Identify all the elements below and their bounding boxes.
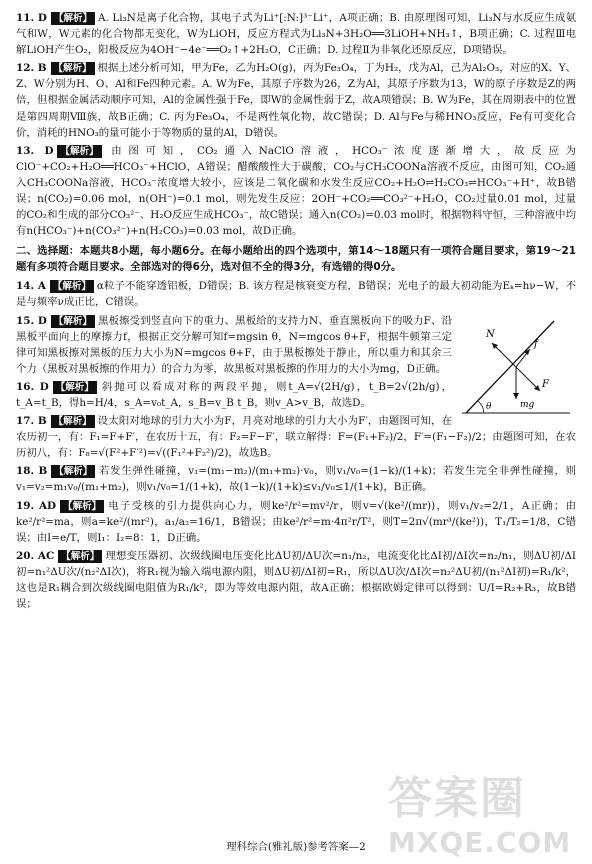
question-number: 19. AD	[16, 499, 57, 512]
answer-20	[16, 548, 576, 612]
force-diagram	[458, 315, 576, 417]
answer-text: A. Li₃N是离子化合物，其电子式为Li⁺[:N:]³⁻Li⁺，A项正确；B. 由原理图可知，Li₃N与水反应生成氨气和W，W元素的化合物都无变化，W为LiOH，反应方程式为Li₃N+3H₂O══3LiOH+NH₃↑，B项正确；C. 过程Ⅲ电解LiOH产生O₂，阳极反应为4OH⁻−4e⁻══O₂↑+2H₂O，C正确；D. 过程Ⅱ为非氧化还原反应，D项错误。	[16, 12, 576, 57]
analysis-tag: 【解析】	[51, 415, 95, 428]
analysis-tag: 【解析】	[60, 500, 104, 513]
label-mg: mg	[520, 399, 535, 410]
watermark-cn: 答案圈	[388, 773, 526, 824]
label-theta: θ	[486, 401, 492, 412]
answer-text: 根据上述分析可知，甲为Fe，乙为H₂O(g)，丙为Fe₃O₄，丁为H₂，戊为Al，己为Al₂O₃，对应的X、Y、Z、W分别为H、O、Al和Fe四种元素。A. W为Fe，其原子序数为26，Z为Al，其原子序数为13，W的原子序数是Z的两倍，但根据金属活动顺序可知，Al的金属性强于Fe，即W的金属性弱于Z，故A项错误；B. W为Fe，其在周期表中的位置是第四周期Ⅷ族，故B正确；C. 丙为Fe₃O₄，不是两性氧化物，故C错误；D. Al与Fe与稀HNO₃反应，Fe有可变化合价，消耗的HNO₃的量可能小于等物质的量的Al，D错误。	[16, 62, 576, 139]
answer-text: 理想变压器初、次级线圈电压变化比ΔU初/ΔU次=n₁/n₂，电流变化比ΔI初/ΔI次=n₂/n₁，则ΔU初/ΔI初=n₁²ΔU次/(n₂²ΔI次)，将R₁视为输入端电源内阻，则ΔU初/ΔI初=R₁，所以ΔU次/ΔI次=n₂²ΔU初/(n₁²ΔI初)=R₁/k²，这也是R₁耦合到次级线圈电阻值为R₁/k²，即为等效电源内阻，故A正确；根据欧姆定律可以得到：U/I=R₂+R₃，故B错误；	[16, 549, 576, 611]
analysis-tag: 【解析】	[53, 381, 97, 394]
label-f: f	[534, 338, 538, 350]
answer-14	[16, 278, 576, 310]
answer-content	[16, 10, 576, 612]
answer-13	[16, 143, 576, 240]
answer-text: 斜抛可以看成对称的两段平抛，则t_A=√(2H/g)，t_B=2√(2h/g)，t_A=t_B，得h=H/4，s_A=v₀t_A，s_B=v_B t_B，则v_A>v_B，故选D。	[16, 380, 452, 409]
watermark-en: MXQE.COM	[388, 826, 572, 859]
analysis-tag: 【解析】	[51, 12, 95, 25]
answer-text: 由图可知，CO₂通入NaClO溶液，HCO₃⁻浓度逐渐增大，故反应为ClO⁻+CO₂+H₂O══HCO₃⁻+HClO，A错误；醋酸酸性大于碳酸，CO₂与CH₃COONa溶液不反应，由图可知，CO₂通入CH₃COONa溶液，HCO₃⁻浓度增大较小，应该是二氧化碳和水发生反应CO₂+H₂O⇌H₂CO₃⇌HCO₃⁻+H⁺，故B错误；n(CO₂)=0.06 mol，n(OH⁻)=0.1 mol，则先发生反应：2OH⁻+CO₂══CO₃²⁻+H₂O，CO₂过量0.01 mol，过量的CO₂和生成的部分CO₃²⁻、H₂O反应生成HCO₃⁻，故C错误；通入n(CO₂)=0.03 mol时，根据物料守恒，三种溶液中均有n(HCO₃⁻)+n(CO₃²⁻)+n(H₂CO₃)=0.03 mol，故D正确。	[16, 144, 576, 238]
question-number: 12. B	[16, 62, 47, 75]
answer-text: 设太阳对地球的引力大小为F，月亮对地球的引力大小为F′，由题图可知，在农历初一，有：F₁=F+F′，在农历十五，有：F₂=F−F′，联立解得：F=(F₁+F₂)/2，F′=(F₁−F₂)/2；由题图可知，在农历初八，有：F₈=√(F²+F′²)=√((F₁²+F₂²)/2)，故选B。	[16, 415, 576, 460]
angle-arc	[478, 401, 484, 413]
question-number: 18. B	[16, 465, 48, 478]
answer-19	[16, 498, 576, 546]
analysis-tag: 【解析】	[50, 280, 94, 293]
question-number: 15. D	[16, 314, 47, 327]
analysis-tag: 【解析】	[51, 315, 95, 328]
board-line	[466, 321, 554, 413]
question-number: 17. B	[16, 415, 47, 428]
section-header: 二、选择题：本题共8小题，每小题6分。在每小题给出的四个选项中，第14～18题只有一项符合题目要求，第19～21题有多项符合题目要求。全部选对的得6分，选对但不全的得3分，有选错的得0分。	[16, 245, 576, 274]
analysis-tag: 【解析】	[51, 62, 95, 75]
answer-text: α粒子不能穿透铝板，D错误；B. 该方程是核衰变方程，B错误；光电子的最大初动能为Eₖ=hν−W，不是与频率ν成正比，C错误。	[16, 280, 576, 309]
answer-18	[16, 463, 576, 495]
analysis-tag: 【解析】	[58, 550, 102, 563]
analysis-tag: 【解析】	[51, 465, 95, 478]
analysis-tag: 【解析】	[57, 145, 101, 158]
answer-17	[16, 413, 576, 461]
label-F: F	[542, 378, 549, 390]
label-n: N	[486, 328, 495, 340]
gravity-arrowhead	[513, 393, 519, 399]
answer-text: 电子受核的引力提供向心力，则ke²/r²=mv²/r，则v=√(ke²/(mr))，则v₁/v₂=2/1，A正确；由ke²/r²=ma，则a=ke²/(mr²)，a₁/a₂=16/1，B错误；由ke²/r²=m·4π²r/T²，则T=2π√(mr³/(ke²))，T₁/T₂=1/8，C错误；由I=e/T，则I₁：I₂=8：1，D正确。	[16, 499, 576, 544]
page-footer: 理科综合(雅礼版)参考答案—2	[226, 841, 366, 853]
answer-text: 黑板擦受到竖直向下的重力、黑板给的支持力N、垂直黑板向下的吸力F、沿黑板平面向上的摩擦力f，根据正交分解可知f=mgsin θ，N=mgcos θ+F，根据牛顿第三定律可知黑板擦对黑板的压力大小为N=mgcos θ+F，由于黑板擦处于静止，所以重力和其余三个力（黑板对黑板擦的作用力）的合力为零，故黑板对黑板擦的作用力的大小为mg，D正确。	[16, 314, 452, 375]
question-number: 11. D	[16, 12, 47, 24]
answer-12	[16, 60, 576, 140]
question-number: 14. A	[16, 280, 46, 293]
question-number: 20. AC	[16, 549, 55, 562]
question-number: 16. D	[16, 380, 49, 393]
question-number: 13. D	[16, 144, 54, 157]
answer-text: 若发生弹性碰撞，v₁=(m₁−m₂)/(m₁+m₂)·v₀，则v₁/v₀=(1−k)/(1+k)；若发生完全非弹性碰撞，则v₁=v₂=m₁v₀/(m₁+m₂)，则v₁/v₀=1/(1+k)，故(1−k)/(1+k)≤v₁/v₀≤1/(1+k)，B正确。	[16, 465, 577, 494]
answer-11	[16, 10, 576, 58]
